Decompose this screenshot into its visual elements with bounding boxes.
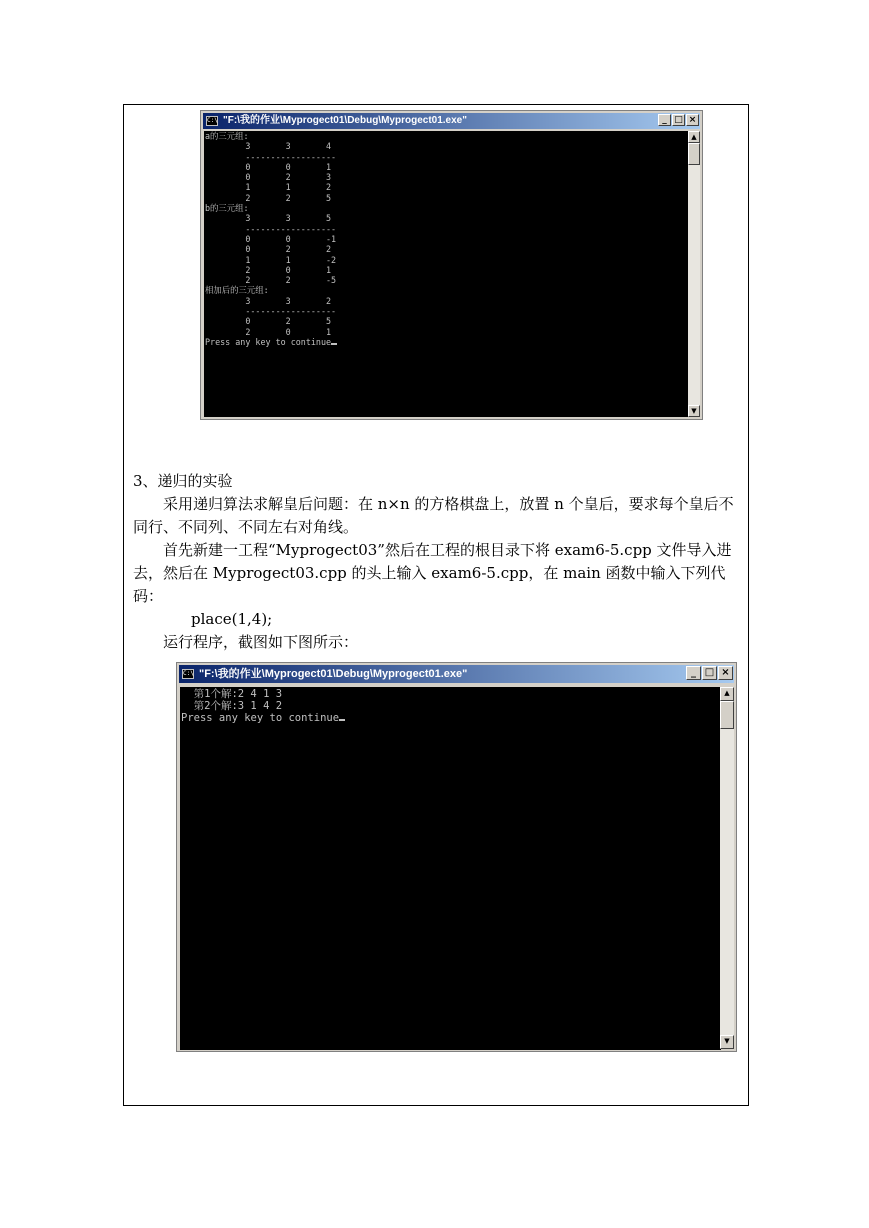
console-line: 第1个解:2 4 1 3: [181, 688, 283, 700]
instructions-paragraph: 首先新建一工程“Myprogect03”然后在工程的根目录下将 exam6-5.cpp 文件导入进去，然后在 Myprogect03.cpp 的头上输入 exam6-5.cpp，在 main 函数中输入下列代码：: [133, 541, 732, 605]
close-button[interactable]: ×: [718, 666, 733, 680]
console-icon: C:\: [183, 670, 194, 677]
console-line: 2 0 1: [205, 264, 332, 275]
scroll-up-arrow-icon[interactable]: ▲: [688, 131, 700, 143]
continue-prompt: Press any key to continue: [205, 337, 689, 347]
window-2-titlebar[interactable]: [179, 665, 734, 683]
code-line: place(1,4);: [191, 610, 273, 628]
console-line: 0 0 -1: [205, 233, 337, 244]
console-output-2[interactable]: [180, 687, 721, 1050]
console-line: b的三元组:: [205, 203, 249, 214]
text-cursor: [339, 719, 345, 721]
console-output-1[interactable]: [204, 131, 689, 417]
text-cursor: [331, 343, 337, 345]
window-2-title: "F:\我的作业\Myprogect01\Debug\Myprogect01.exe": [199, 668, 468, 680]
console-window-1[interactable]: [200, 110, 703, 420]
console-line: ------------------: [205, 223, 337, 234]
scroll-thumb[interactable]: [720, 701, 734, 729]
console-line: 0 2 3: [205, 172, 332, 183]
console-line: 第2个解:3 1 4 2: [181, 700, 283, 712]
console-line: ------------------: [205, 306, 337, 317]
minimize-button[interactable]: _: [658, 114, 671, 126]
console-line: 3 3 5: [205, 213, 332, 224]
section-text: [133, 470, 743, 654]
console-line: a的三元组:: [205, 131, 249, 141]
console-line: ------------------: [205, 151, 337, 162]
problem-description: 采用递归算法求解皇后问题：在 n×n 的方格棋盘上，放置 n 个皇后，要求每个皇后不同行、不同列、不同左右对角线。: [133, 495, 734, 536]
scroll-thumb[interactable]: [688, 143, 700, 165]
screenshot-caption: 运行程序，截图如下图所示：: [163, 633, 359, 651]
window-1-title: "F:\我的作业\Myprogect01\Debug\Myprogect01.exe": [223, 115, 467, 126]
console-line: 1 1 -2: [205, 254, 337, 265]
maximize-button[interactable]: □: [672, 114, 685, 126]
console-line: 0 2 2: [205, 244, 332, 255]
scroll-down-arrow-icon[interactable]: ▼: [688, 405, 700, 417]
console-line: 3 3 4: [205, 141, 332, 152]
console-icon: C:\: [207, 117, 218, 124]
window-1-titlebar[interactable]: [203, 113, 700, 129]
scroll-down-arrow-icon[interactable]: ▼: [720, 1035, 734, 1049]
console-window-2[interactable]: [176, 662, 737, 1052]
vertical-scrollbar[interactable]: [720, 687, 734, 1049]
minimize-button[interactable]: _: [686, 666, 701, 680]
section-heading: 3、递归的实验: [133, 472, 233, 490]
maximize-button[interactable]: □: [702, 666, 717, 680]
console-line: 相加后的三元组:: [205, 285, 269, 296]
console-line: 0 0 1: [205, 161, 332, 172]
console-line: 2 2 5: [205, 192, 332, 203]
close-button[interactable]: ×: [686, 114, 699, 126]
scroll-up-arrow-icon[interactable]: ▲: [720, 687, 734, 701]
vertical-scrollbar[interactable]: [688, 131, 700, 417]
console-line: 0 2 5: [205, 316, 332, 327]
console-line: 2 2 -5: [205, 275, 337, 286]
console-line: 2 0 1: [205, 326, 332, 337]
console-line: 1 1 2: [205, 182, 332, 193]
console-line: 3 3 2: [205, 295, 332, 306]
continue-prompt: Press any key to continue: [181, 712, 721, 724]
